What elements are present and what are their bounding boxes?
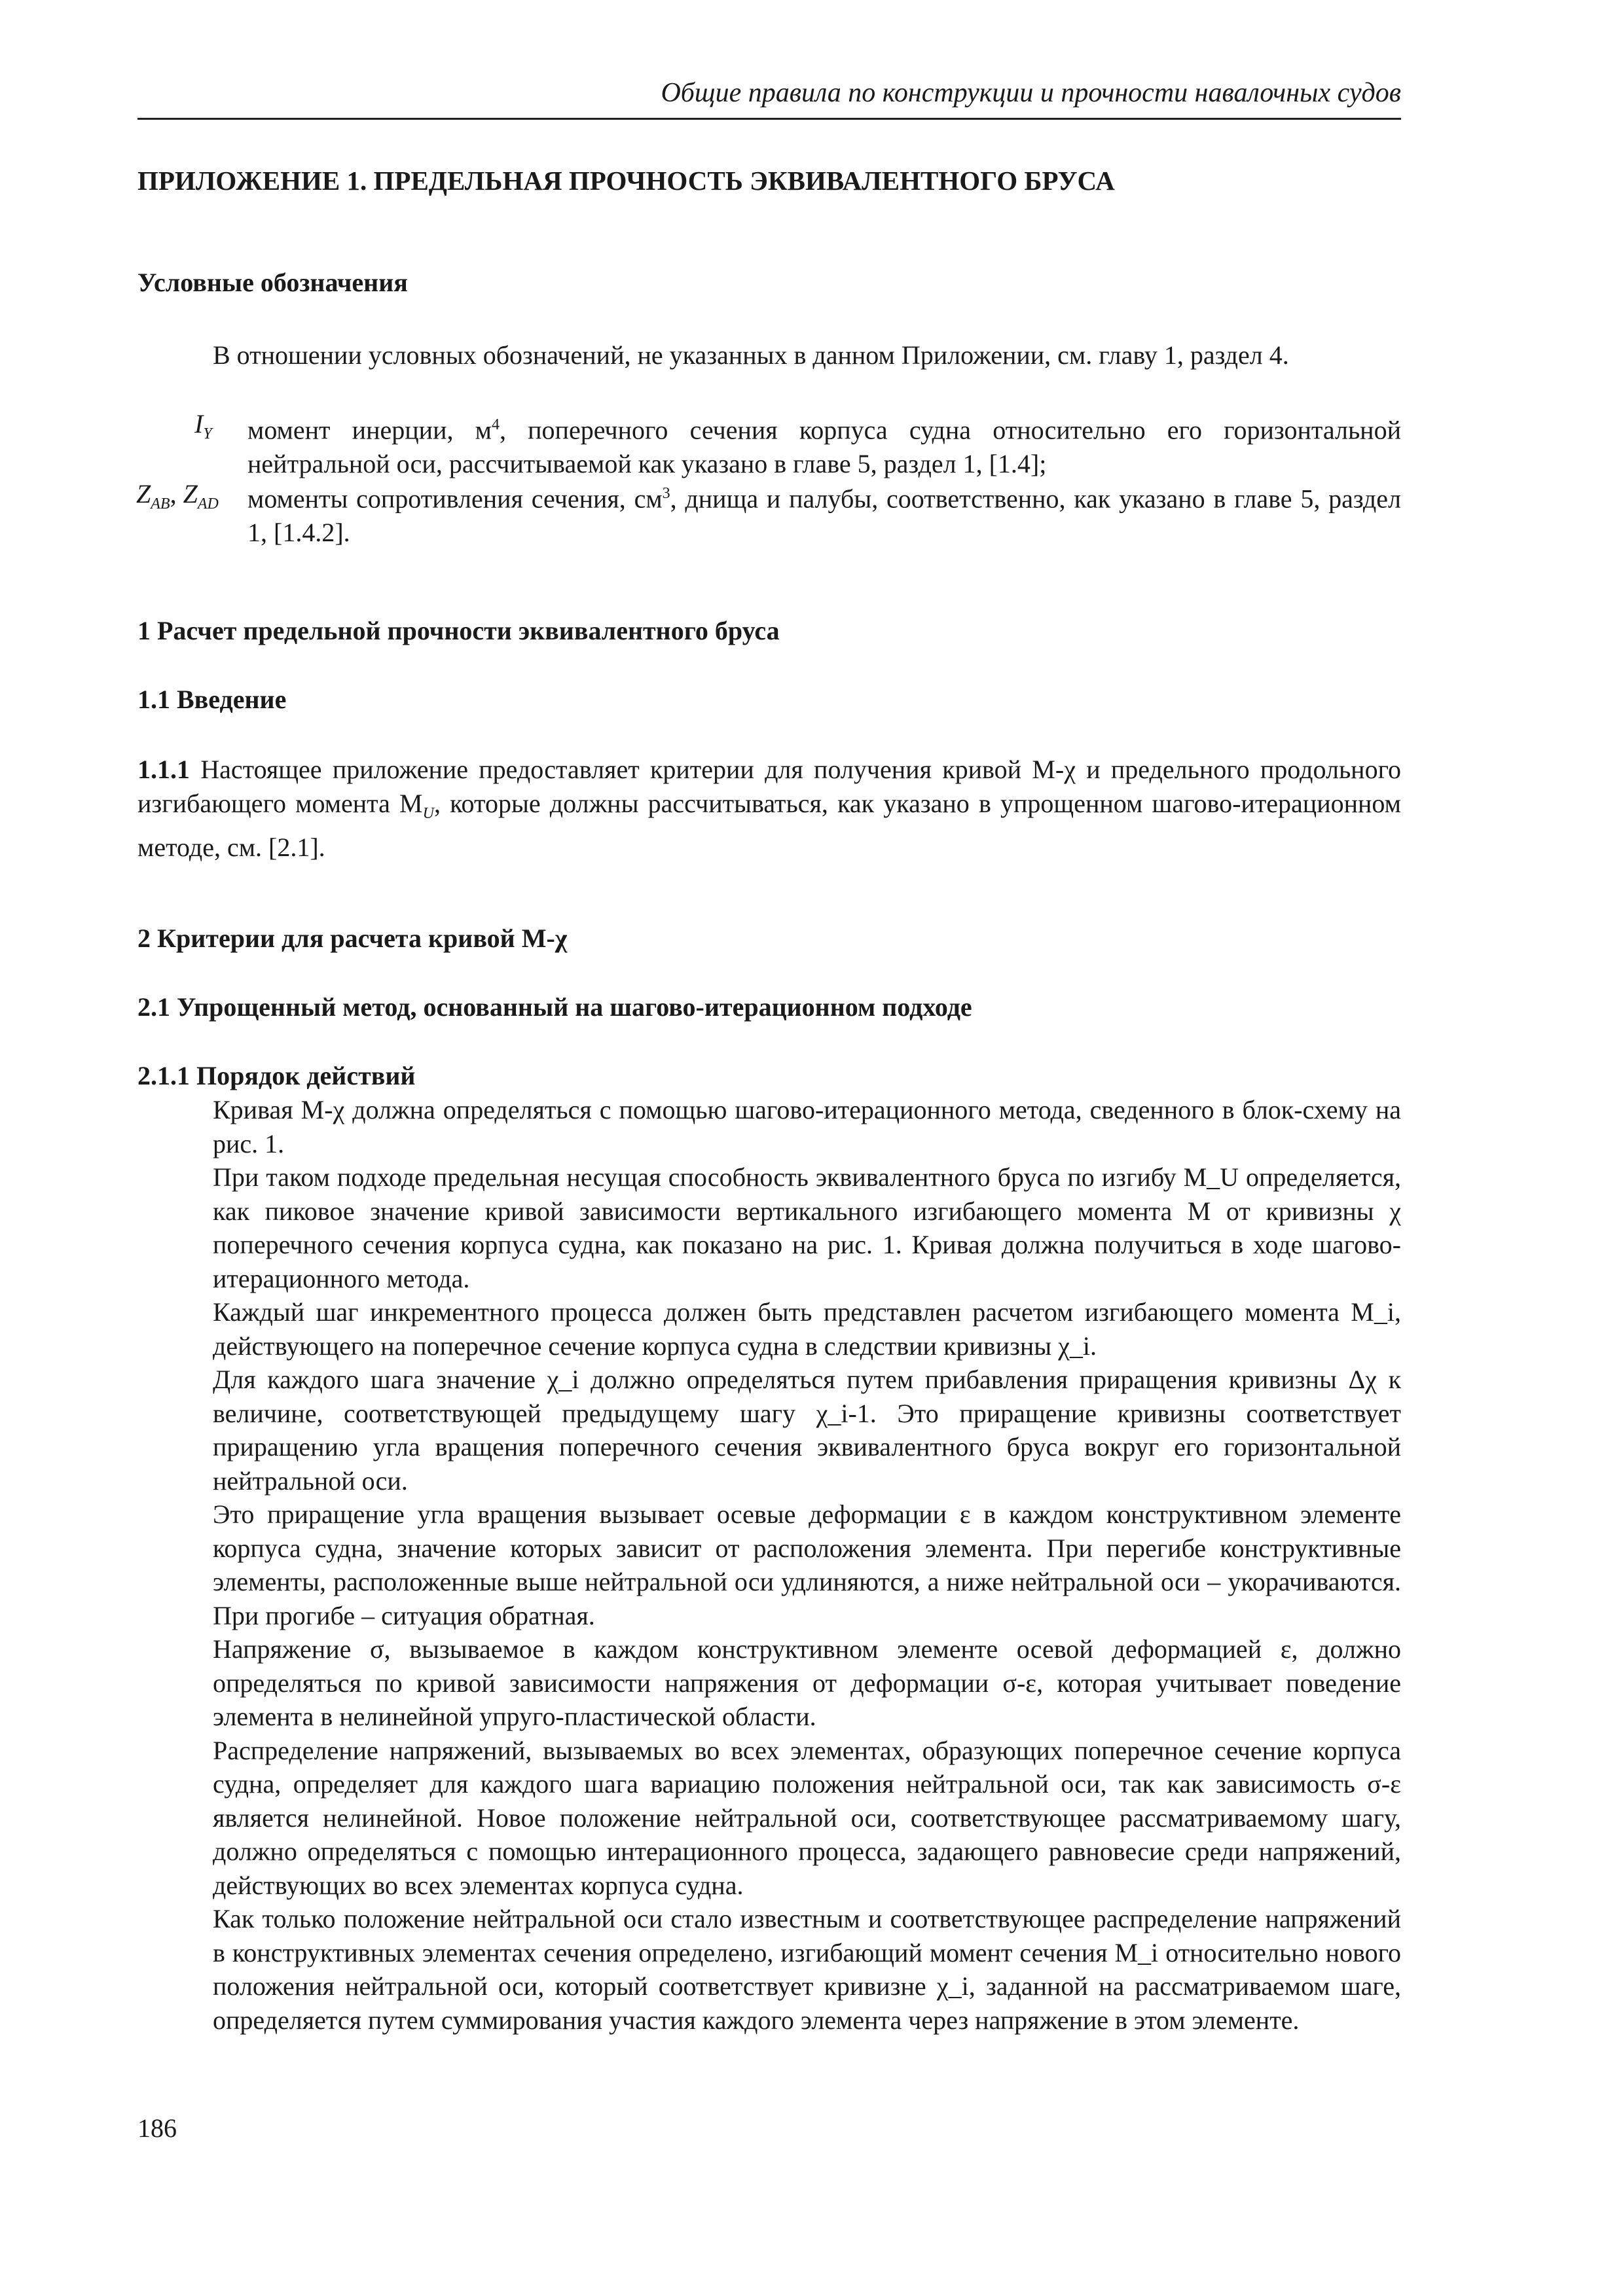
symbol-zab-zad-definition: моменты сопротивления сечения, $см^3$, днища и палубы, соответственно, как указано в главе 5, раздел 1, [1.4.2].: [247, 484, 1401, 548]
paragraph-1-1-1: 1.1.1 Настоящее приложение предоставляет критерии для получения кривой M-χ и предельного продольного изгибающего момента $M_U$, которые должны рассчитываться, как указано в упрощенном шагово-итерационном методе, см. [2.1].: [137, 755, 1401, 862]
symbols-heading: Условные обозначения: [137, 268, 408, 297]
procedure-paragraph: При таком подходе предельная несущая способность эквивалентного бруса по изгибу M_U определяется, как пиковое значение кривой зависимости вертикального изгибающего момента M от кривизны χ поперечного сечения корпуса судна, как показано на рис. 1. Кривая должна получиться в ходе шагово-итерационного метода.: [213, 1162, 1401, 1293]
symbols-intro: В отношении условных обозначений, не указанных в данном Приложении, см. главу 1, раздел 4.: [213, 340, 1289, 370]
section-1-1-heading: 1.1 Введение: [137, 685, 287, 714]
running-header: Общие правила по конструкции и прочности навалочных судов: [661, 78, 1401, 108]
header-rule: [137, 118, 1401, 120]
section-2-1-heading: 2.1 Упрощенный метод, основанный на шагово-итерационном подходе: [137, 992, 972, 1022]
symbol-zab-zad: $Z_{AB}$, $Z_{AD}$: [136, 479, 219, 512]
procedure-paragraph: Кривая M-χ должна определяться с помощью шагово-итерационного метода, сведенного в блок-схему на рис. 1.: [213, 1095, 1401, 1158]
symbol-iy-definition: момент инерции, $м^4$, поперечного сечения корпуса судна относительно его горизонтальной нейтральной оси, рассчитываемой как указано в главе 5, раздел 1, [1.4];: [247, 415, 1401, 479]
procedure-paragraph: Это приращение угла вращения вызывает осевые деформации ε в каждом конструктивном элементе корпуса судна, значение которых зависит от расположения элемента. При перегибе конструктивные элементы, расположенные выше нейтральной оси удлиняются, а ниже нейтральной оси – укорачиваются. При прогибе – ситуация обратная.: [213, 1499, 1401, 1630]
procedure-paragraph: Распределение напряжений, вызываемых во всех элементах, образующих поперечное сечение корпуса судна, определяет для каждого шага вариацию положения нейтральной оси, так как зависимость σ-ε является нелинейной. Новое положение нейтральной оси, соответствующее рассматриваемому шагу, должно определяться с помощью интерационного процесса, задающего равновесие среди напряжений, действующих во всех элементах корпуса судна.: [213, 1735, 1401, 1900]
page-number: 186: [137, 2113, 177, 2143]
appendix-title: ПРИЛОЖЕНИЕ 1. ПРЕДЕЛЬНАЯ ПРОЧНОСТЬ ЭКВИВАЛЕНТНОГО БРУСА: [137, 166, 1115, 196]
symbol-iy: $I_Y$: [194, 409, 212, 442]
procedure-paragraph: Как только положение нейтральной оси стало известным и соответствующее распределение напряжений в конструктивных элементах сечения определено, изгибающий момент сечения M_i относительно нового положения нейтральной оси, который соответствует кривизне χ_i, заданной на рассматриваемом шаге, определяется путем суммирования участия каждого элемента через напряжение в этом элементе.: [213, 1904, 1401, 2035]
section-1-heading: 1 Расчет предельной прочности эквивалентного бруса: [137, 616, 780, 645]
section-2-1-1-heading: 2.1.1 Порядок действий: [137, 1061, 416, 1090]
procedure-text: [213, 1093, 1401, 2037]
section-2-heading: 2 Критерии для расчета кривой M-χ: [137, 924, 568, 953]
procedure-paragraph: Каждый шаг инкрементного процесса должен быть представлен расчетом изгибающего момента M_i, действующего на поперечное сечение корпуса судна в следствии кривизны χ_i.: [213, 1297, 1401, 1361]
procedure-paragraph: Для каждого шага значение χ_i должно определяться путем прибавления приращения кривизны Δχ к величине, соответствующей предыдущему шагу χ_i-1. Это приращение кривизны соответствует приращению угла вращения поперечного сечения эквивалентного бруса вокруг его горизонтальной нейтральной оси.: [213, 1365, 1401, 1496]
procedure-paragraph: Напряжение σ, вызываемое в каждом конструктивном элементе осевой деформацией ε, должно определяться по кривой зависимости напряжения от деформации σ-ε, которая учитывает поведение элемента в нелинейной упруго-пластической области.: [213, 1634, 1401, 1731]
